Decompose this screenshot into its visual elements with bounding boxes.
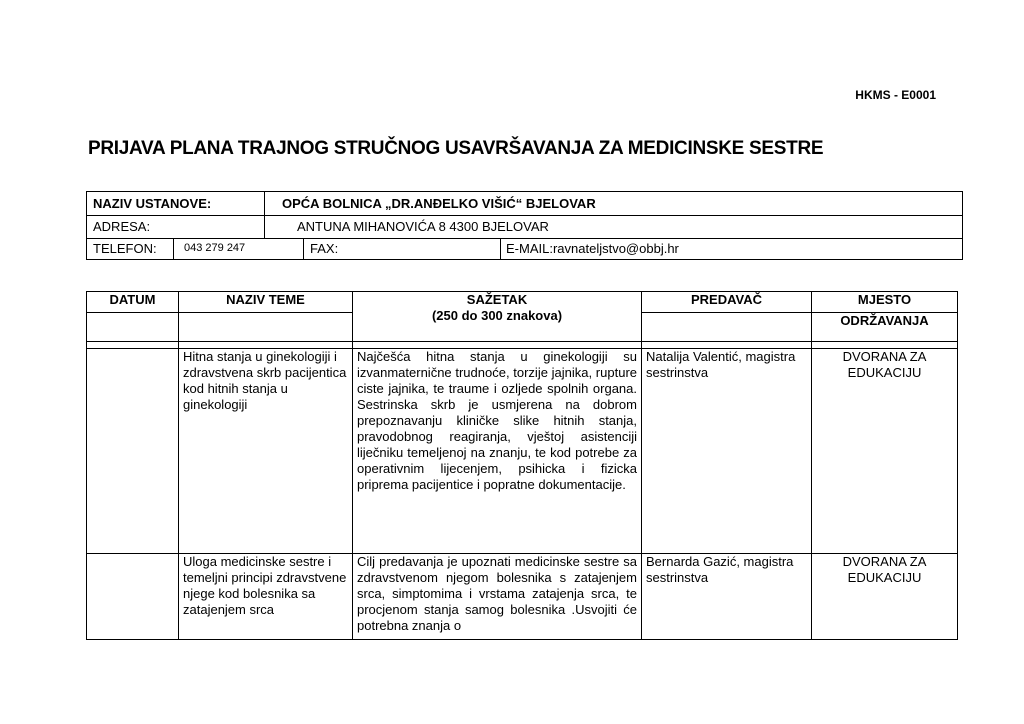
- cell-mjesto: DVORANA ZA EDUKACIJU: [812, 554, 958, 640]
- empty-cell: [812, 342, 958, 349]
- cell-predavac: Natalija Valentić, magistra sestrinstva: [642, 349, 812, 554]
- header-naziv-teme: NAZIV TEME: [179, 292, 353, 313]
- table-row: [87, 349, 958, 554]
- cell-mjesto: DVORANA ZA EDUKACIJU: [812, 349, 958, 554]
- header-mjesto-sub: ODRŽAVANJA: [812, 313, 958, 342]
- divider: [173, 238, 174, 260]
- divider: [264, 215, 265, 238]
- header-sazetak-sub: (250 do 300 znakova): [431, 308, 563, 323]
- empty-cell: [87, 342, 179, 349]
- header-mjesto: MJESTO: [812, 292, 958, 313]
- cell-datum: [87, 554, 179, 640]
- empty-cell: [642, 313, 812, 342]
- institution-name-label: NAZIV USTANOVE:: [93, 196, 212, 211]
- phone-label: TELEFON:: [93, 241, 157, 256]
- table-header-row: [87, 292, 958, 313]
- address-row: [87, 215, 962, 239]
- cell-predavac: Bernarda Gazić, magistra sestrinstva: [642, 554, 812, 640]
- cell-sazetak: Najčešća hitna stanja u ginekologiji su izvanmaternične trudnoće, torzije jajnika, rupture ciste jajnika, te traume i ozljede spolnih organa. Sestrinska skrb je usmjerena na dobrom prepoznavanju kliničke slike hitnih stanja, pravodobnog reagiranja, vještoj asistenciji liječniku temeljenoj na znanju, te kod potrebe za operativnim lijecenjem, psihicka i fizicka priprema pacijentice i popratne dokumentacije.: [353, 349, 642, 554]
- empty-cell: [87, 313, 179, 342]
- header-sazetak: [353, 292, 642, 342]
- table-spacer-row: [87, 342, 958, 349]
- cell-naziv-teme: Uloga medicinske sestre i temeljni principi zdravstvene njege kod bolesnika sa zatajenjem srca: [179, 554, 353, 640]
- contact-row: [87, 238, 962, 260]
- cell-sazetak: Cilj predavanja je upoznati medicinske sestre sa zdravstvenom njegom bolesnika s zatajenjem srca, simptomima i vrstama zatajenja srca, te procjenom stanja samog bolesnika .Usvojiti će potrebna znanja o: [353, 554, 642, 640]
- training-plan-table: [86, 291, 958, 640]
- page-title: PRIJAVA PLANA TRAJNOG STRUČNOG USAVRŠAVANJA ZA MEDICINSKE SESTRE: [88, 138, 824, 159]
- institution-info-box: [86, 191, 963, 260]
- phone-value: 043 279 247: [184, 242, 246, 254]
- cell-naziv-teme: Hitna stanja u ginekologiji i zdravstvena skrb pacijentica kod hitnih stanja u ginekologiji: [179, 349, 353, 554]
- address-value: ANTUNA MIHANOVIĆA 8 4300 BJELOVAR: [297, 219, 549, 234]
- address-label: ADRESA:: [93, 219, 151, 234]
- empty-cell: [179, 313, 353, 342]
- email-value: E-MAIL:ravnateljstvo@obbj.hr: [506, 241, 679, 256]
- form-code: HKMS - E0001: [855, 88, 936, 102]
- header-datum: DATUM: [87, 292, 179, 313]
- divider: [264, 192, 265, 215]
- empty-cell: [353, 342, 642, 349]
- empty-cell: [642, 342, 812, 349]
- header-sazetak-title: SAŽETAK: [466, 292, 528, 307]
- divider: [500, 238, 501, 260]
- empty-cell: [179, 342, 353, 349]
- fax-label: FAX:: [310, 241, 339, 256]
- divider: [303, 238, 304, 260]
- cell-datum: [87, 349, 179, 554]
- institution-name-row: [87, 192, 962, 216]
- header-predavac: PREDAVAČ: [642, 292, 812, 313]
- institution-name-value: OPĆA BOLNICA „DR.ANĐELKO VIŠIĆ“ BJELOVAR: [282, 196, 596, 211]
- table-row: [87, 554, 958, 640]
